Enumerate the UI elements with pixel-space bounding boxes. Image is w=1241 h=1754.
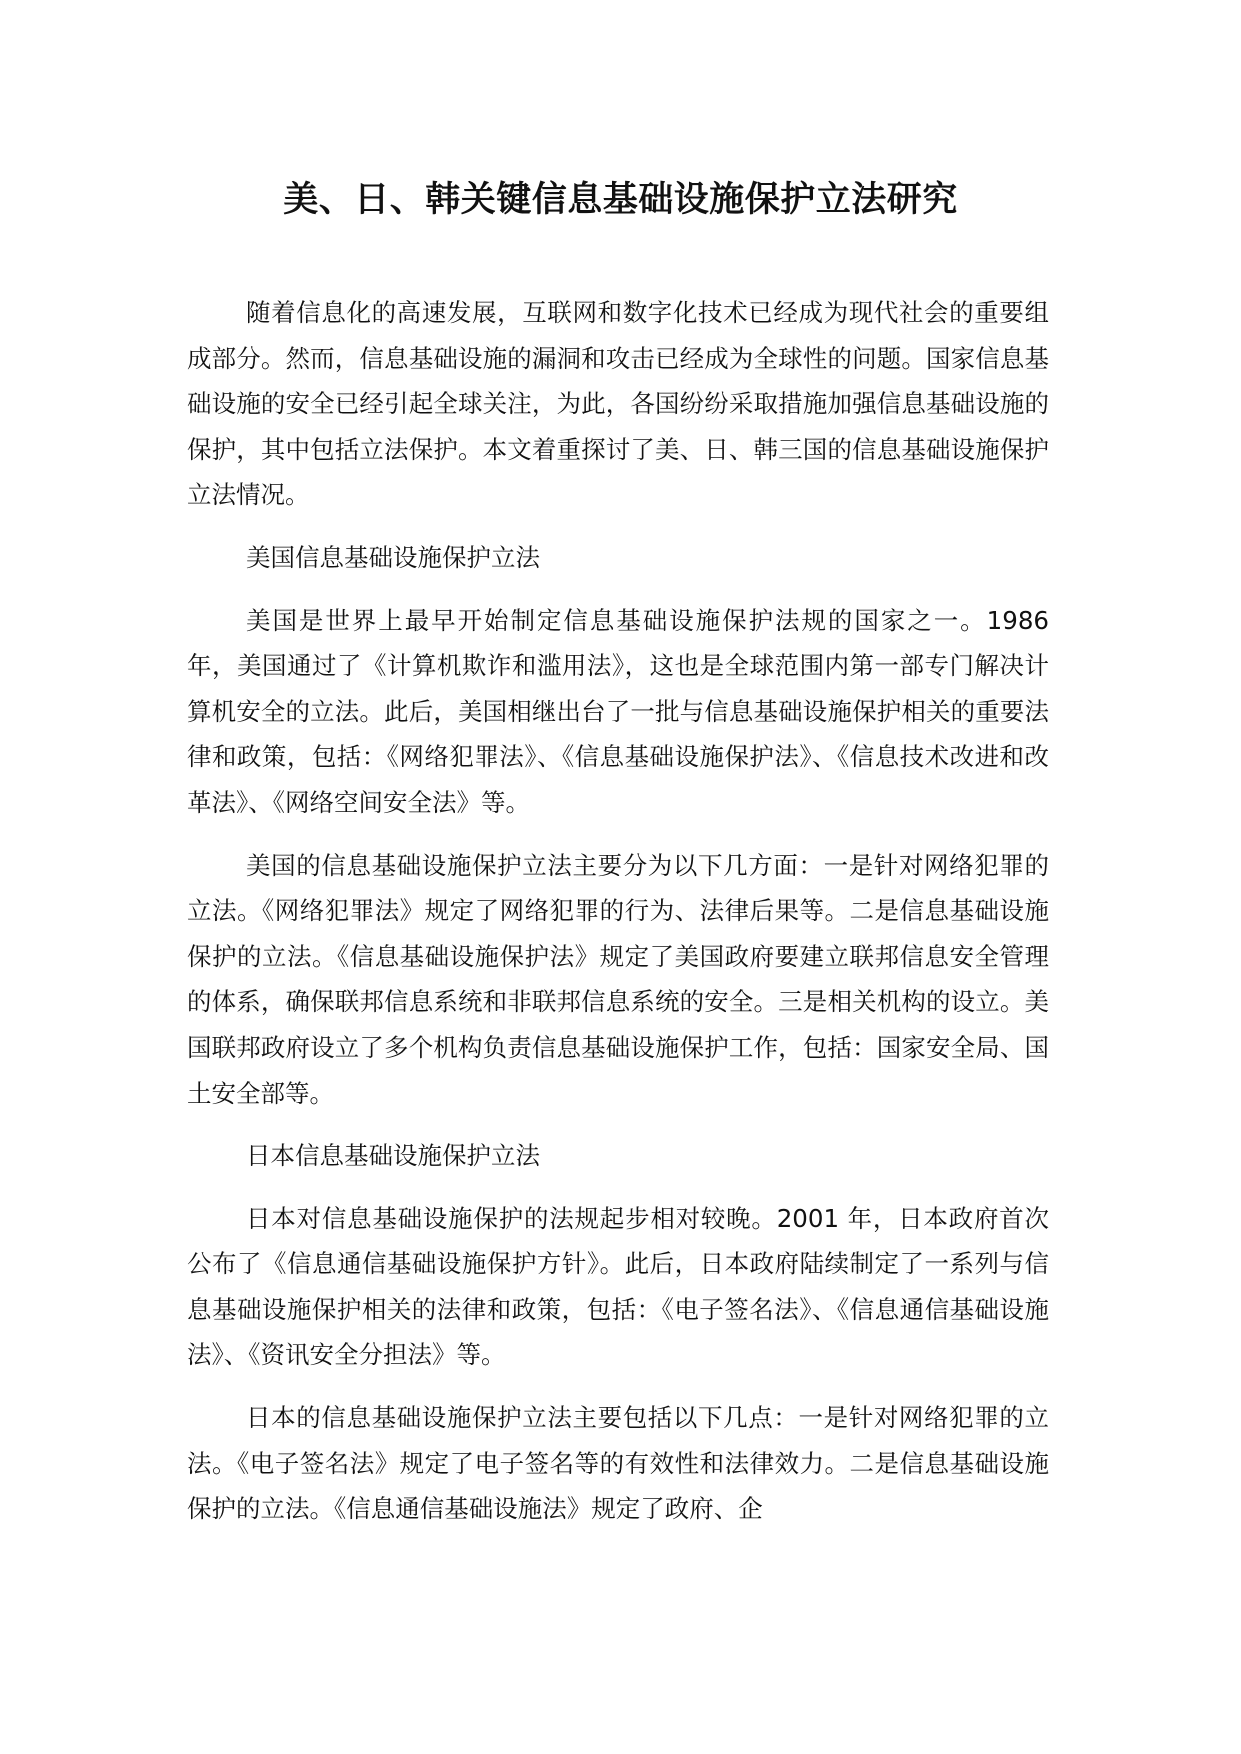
document-title: 美、日、韩关键信息基础设施保护立法研究 — [283, 180, 958, 220]
paragraph-usa-history: 美国是世界上最早开始制定信息基础设施保护法规的国家之一。1986 年，美国通过了《计算机欺诈和滥用法》，这也是全球范围内第一部专门解决计算机安全的立法。此后，美国相继出台了一批与信息基础设施保护相关的重要法律和政策，包括：《网络犯罪法》、《信息基础设施保护法》、《信息技术改进和改革法》、《网络空间安全法》等。 — [187, 605, 1049, 817]
paragraph-japan-aspects: 日本的信息基础设施保护立法主要包括以下几点：一是针对网络犯罪的立法。《电子签名法》规定了电子签名等的有效性和法律效力。二是信息基础设施保护的立法。《信息通信基础设施法》规定了政府、企 — [187, 1403, 1049, 1524]
document-body — [187, 290, 1049, 1532]
paragraph-japan-history: 日本对信息基础设施保护的法规起步相对较晚。2001 年，日本政府首次公布了《信息通信基础设施保护方针》。此后，日本政府陆续制定了一系列与信息基础设施保护相关的法律和政策，包括：《电子签名法》、《信息通信基础设施法》、《资讯安全分担法》等。 — [187, 1203, 1049, 1370]
intro-paragraph: 随着信息化的高速发展，互联网和数字化技术已经成为现代社会的重要组成部分。然而，信息基础设施的漏洞和攻击已经成为全球性的问题。国家信息基础设施的安全已经引起全球关注，为此，各国纷纷采取措施加强信息基础设施的保护，其中包括立法保护。本文着重探讨了美、日、韩三国的信息基础设施保护立法情况。 — [187, 298, 1049, 510]
section-heading-japan: 日本信息基础设施保护立法 — [246, 1141, 540, 1171]
section-heading-usa: 美国信息基础设施保护立法 — [246, 542, 540, 572]
paragraph-usa-aspects: 美国的信息基础设施保护立法主要分为以下几方面：一是针对网络犯罪的立法。《网络犯罪法》规定了网络犯罪的行为、法律后果等。二是信息基础设施保护的立法。《信息基础设施保护法》规定了美国政府要建立联邦信息安全管理的体系，确保联邦信息系统和非联邦信息系统的安全。三是相关机构的设立。美国联邦政府设立了多个机构负责信息基础设施保护工作，包括：国家安全局、国土安全部等。 — [187, 850, 1049, 1108]
